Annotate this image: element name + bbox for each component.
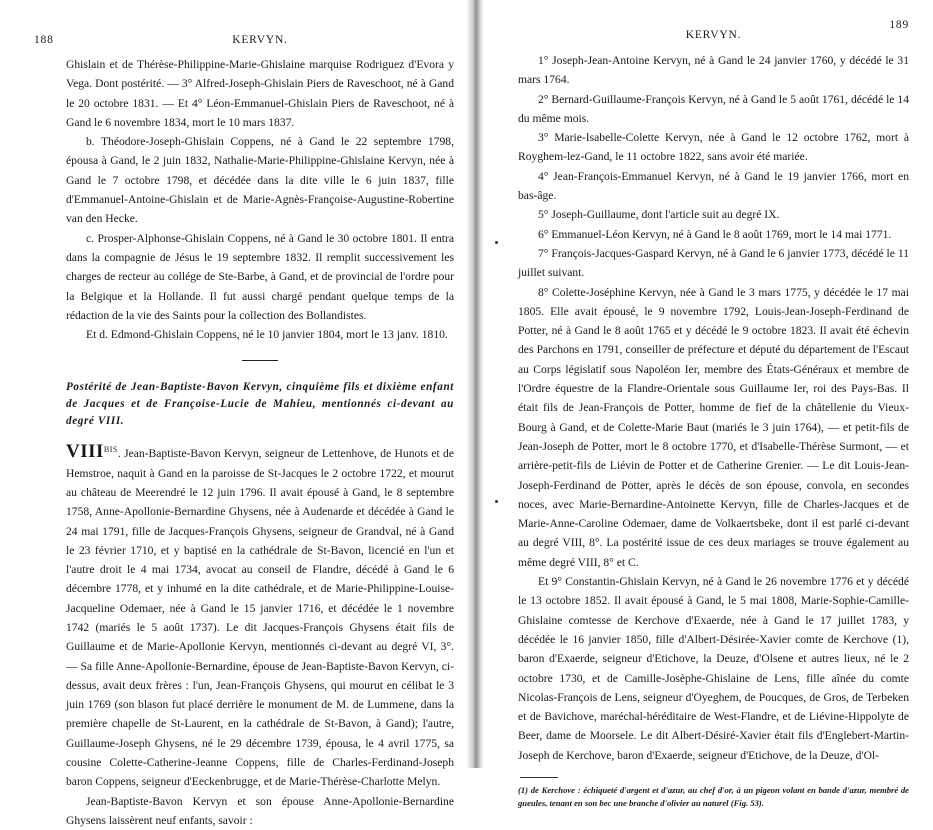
running-title: KERVYN. bbox=[232, 34, 288, 46]
page-number: 188 bbox=[34, 34, 54, 46]
degree-text: . Jean-Baptiste-Bavon Kervyn, seigneur de Lettenhove, de Hunots et de Hemstroe, naquit à Gand en la paroisse de St-Jacques le 2 octobre 1722, et mourut au château de Meerendré le 12 juin 1796. Il avait épousé à Gand, le 8 septembre 1758, Anne-Apollonie-Bernardine Ghysens, née à Audenarde et décédée à Gand le 24 mai 1791, fille de Jacques-François Ghysens, seigneur de Grandval, né à Gand le 23 février 1710, et y baptisé en la cathédrale de St-Bavon, licencié en l'un et l'autre droit le 4 mai 1734, avocat au conseil de Flandre, décédé à Gand le 6 décembre 1778, et y inhumé en la dite cathédrale, et de Marie-Philippine-Louise-Jacqueline Odemaer, née à Gand le 15 janvier 1716, et décédée le 1 novembre 1742 (mariés le 5 août 1737). Le dit Jacques-François Ghysens était fils de Guillaume et de Marie-Apollonie Kervyn, mentionnés ci-devant au degré VI, 3°. — Sa fille Anne-Apollonie-Bernardine, épouse de Jean-Baptiste-Bavon Kervyn, ci-dessus, avait deux frères : l'un, Jean-François Ghysens, qui mourut en célibat le 3 juin 1769 (son blason fut placé derrière le monument de M. de Lummene, dans la première chapelle de St-Laurent, en la cathédrale de St-Bavon, à Gand); l'autre, Guillaume-Joseph Ghysens, né le 29 décembre 1739, épousa, le 4 avril 1775, sa cousine Colette-Catherine-Jeanne Coppens, fille de Charles-Ferdinand-Joseph baron Coppens, seigneur d'Eeckenbrugge, et de Marie-Thérèse-Charlotte Melyn. bbox=[66, 447, 454, 789]
degree-superscript: BIS bbox=[103, 445, 118, 455]
section-heading: Postérité de Jean-Baptiste-Bavon Kervyn, cinquième fils et dixième enfant de Jacques et de Françoise-Lucie de Mahieu, mentionnés ci-devant au degré VIII. bbox=[66, 381, 454, 428]
paragraph: Et d. Edmond-Ghislain Coppens, né le 10 janvier 1804, mort le 13 janv. 1810. bbox=[86, 328, 448, 342]
footnote: (1) de Kerchove : échiqueté d'argent et d'azur, au chef d'or, à un pigeon volant en bande d'azur, membré de gueules, tenant en son bec une branche d'olivier au naturel (Fig. 53). bbox=[518, 784, 909, 808]
degree-paragraph bbox=[66, 440, 454, 791]
paragraph: Jean-Baptiste-Bavon Kervyn et son épouse Anne-Apollonie-Bernardine Ghysens laissèrent neuf enfants, savoir : bbox=[66, 794, 454, 827]
paragraph: c. Prosper-Alphonse-Ghislain Coppens, né à Gand le 30 octobre 1801. Il entra dans la compagnie de Jésus le 19 septembre 1832. Il remplit successivement les charges de recteur au collége de Ste-Barbe, à Gand, et de provincial de l'ordre pour la Belgique et la Hollande. Il fut aussi chargé pendant quelque temps de la rédaction de la vie des Saints pour la collection des Bollandistes. bbox=[66, 231, 454, 322]
list-item: 3° Marie-Isabelle-Colette Kervyn, née à Gand le 12 octobre 1762, mort à Royghem-lez-Gand, le 11 octobre 1822, sans avoir été mariée. bbox=[518, 131, 909, 164]
page-number: 189 bbox=[889, 19, 909, 31]
list-item: 2° Bernard-Guillaume-François Kervyn, né à Gand le 5 août 1761, décédé le 14 du même mois. bbox=[518, 92, 909, 125]
running-head bbox=[518, 19, 909, 42]
list-item: 5° Joseph-Guillaume, dont l'article suit au degré IX. bbox=[538, 208, 780, 222]
degree-label: VIII bbox=[66, 441, 104, 463]
running-head bbox=[34, 31, 454, 51]
footnote-rule bbox=[520, 777, 558, 778]
section-rule bbox=[242, 360, 278, 361]
list-item: Et 9° Constantin-Ghislain Kervyn, né à Gand le 26 novembre 1776 et y décédé le 13 octobre 1852. Il avait épousé à Gand, le 5 mai 1808, Marie-Sophie-Camille-Ghislaine comtesse de Kerchove d'Exaerde, née à Gand le 17 juillet 1783, y décédée le 16 janvier 1850, fille d'Albert-Désirée-Xavier comte de Kerchove (1), baron d'Exaerde, seigneur d'Etichove, la Deuze, d'Olsene et autres lieux, né le 2 octobre 1730, et de Camille-Josèphe-Ghislaine de Lens, fille aînée du comte Nicolas-François de Lens, seigneur d'Oyeghem, de Poucques, de Gros, de Terbeken et de Bavichove, maréchal-héréditaire de West-Flandre, et de Liévine-Hippolyte de Beer, dame de Moorsele. Le dit Albert-Désiré-Xavier était fils d'Englebert-Martin-Joseph de Kerchove, baron d'Exaerde, seigneur d'Etichove, de la Deuze, d'Ol- bbox=[518, 575, 909, 762]
running-title: KERVYN. bbox=[685, 29, 742, 41]
list-item: 7° François-Jacques-Gaspard Kervyn, né à Gand le 6 janvier 1773, décédé le 11 juillet suivant. bbox=[518, 246, 909, 280]
paragraph: b. Théodore-Joseph-Ghislain Coppens, né à Gand le 22 septembre 1798, épousa à Gand, le 2 juin 1832, Nathalie-Marie-Philippine-Ghislaine Kervyn, née à Gand le 7 octobre 1798, et décédée dans la dite ville le 6 juin 1837, fille d'Emmanuel-Antoine-Ghislain et de Marie-Agnès-Françoise-Augustine-Robertine van den Hecke. bbox=[66, 135, 454, 226]
right-page bbox=[480, 0, 933, 808]
list-item: 1° Joseph-Jean-Antoine Kervyn, né à Gand le 24 janvier 1760, y décédé le 31 mars 1764. bbox=[518, 54, 909, 87]
list-item: 4° Jean-François-Emmanuel Kervyn, né à Gand le 19 janvier 1766, mort en bas-âge. bbox=[518, 169, 909, 203]
paragraph: Ghislain et de Thérèse-Philippine-Marie-Ghislaine marquise Rodriguez d'Evora y Vega. Dont postérité. — 3° Alfred-Joseph-Ghislain Piers de Raveschoot, né à Gand le 20 octobre 1831. — Et 4° Léon-Emmanuel-Ghislain Piers de Raveschoot, né à Gand le 6 novembre 1834, mort le 10 mars 1837. bbox=[66, 58, 454, 129]
list-item: 8° Colette-Joséphine Kervyn, née à Gand le 3 mars 1775, y décédée le 17 mai 1805. Elle avait épousé, le 9 novembre 1792, Louis-Jean-Joseph-Ferdinand de Potter, né à Gand le 8 août 1765 et y décédé le 9 octobre 1823. Il avait été échevin des Parchons en 1791, conseiller de préfecture et député du département de l'Escaut au Corps législatif sous Napoléon Ier, membre des États-Généraux et membre de l'Ordre équestre de la Flandre-Orientale sous Guillaume Ier, roi des Pays-Bas. Il était fils de Jean-François de Potter, homme de fief de la châtellenie du Vieux-Bourg à Gand, et de Colette-Marie Baut (mariés le 3 juin 1764), — et petit-fils de Jean-Joseph de Potter, mort le 8 octobre 1770, et d'Isabelle-Thérèse Surmont, — et arrière-petit-fils de Liévin de Potter et de Catherine Grenier. — Le dit Louis-Jean-Joseph-Ferdinand de Potter, après le décès de son épouse, convola, en secondes noces, avec Marie-Bernardine-Antoinette Kervyn, fille de Charles-Jacques et de Marie-Anne-Caroline Odemaer, dame de Volkaertsbeke, dont il est parlé ci-devant au degré VIII, 8°. La postérité issue de ces deux mariages se trouve également au même degré VIII, 8° et C. bbox=[518, 285, 909, 569]
list-item: 6° Emmanuel-Léon Kervyn, né à Gand le 8 août 1769, mort le 14 mai 1771. bbox=[538, 227, 892, 241]
